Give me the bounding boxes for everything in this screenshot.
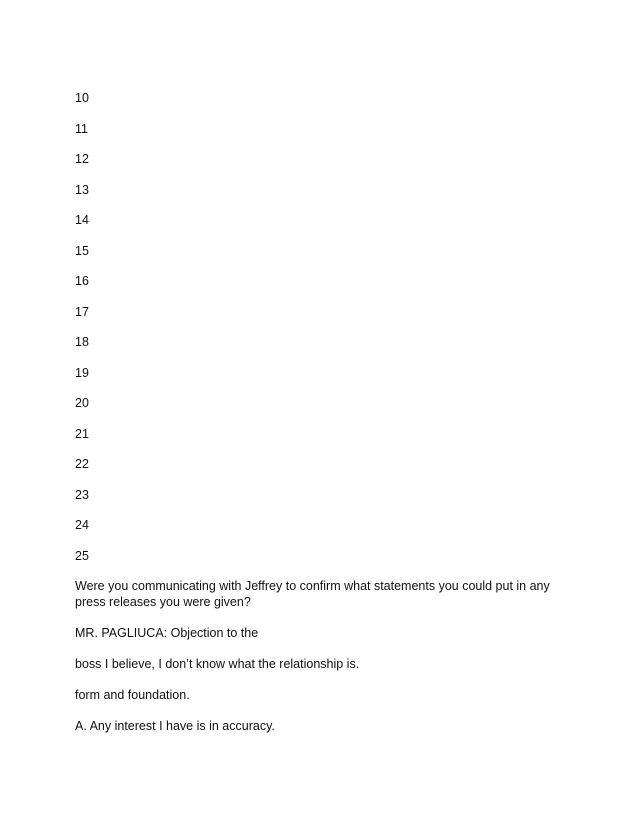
line-number: 14 <box>75 213 89 227</box>
answer-paragraph: A. Any interest I have is in accuracy. <box>75 719 275 733</box>
line-number: 11 <box>75 121 88 136</box>
line-number: 23 <box>75 487 89 502</box>
line-number: 21 <box>75 426 89 441</box>
line-number: 12 <box>75 152 89 166</box>
line-number: 15 <box>75 243 89 258</box>
transcript-paragraph: boss I believe, I don’t know what the relationship is. <box>75 657 360 671</box>
line-number: 17 <box>75 304 89 319</box>
question-paragraph: Were you communicating with Jeffrey to confirm what statements you could put in any press releases you were given? <box>75 579 550 609</box>
objection-paragraph: MR. PAGLIUCA: Objection to the <box>75 626 259 640</box>
line-number: 16 <box>75 274 89 288</box>
transcript-paragraph: form and foundation. <box>75 688 190 702</box>
line-number: 24 <box>75 518 89 532</box>
line-number: 25 <box>75 548 89 563</box>
line-number: 22 <box>75 457 89 471</box>
line-number: 19 <box>75 365 89 380</box>
line-number: 20 <box>75 396 89 410</box>
line-number: 13 <box>75 182 89 197</box>
line-number-column <box>75 90 89 578</box>
line-number: 10 <box>75 91 89 105</box>
transcript-body <box>75 578 575 749</box>
line-number: 18 <box>75 335 89 349</box>
